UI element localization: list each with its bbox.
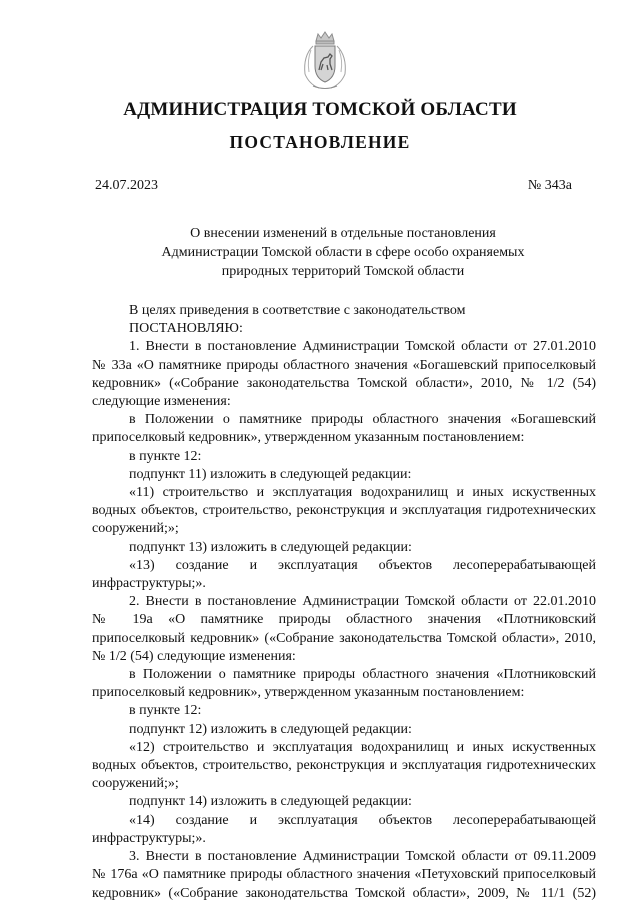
body-line: «13) создание и эксплуатация объектов лесоперерабатывающей xyxy=(129,557,596,573)
body-line: инфраструктуры;». xyxy=(92,576,206,592)
body-line: 3. Внести в постановление Администрации Томской области от 09.11.2009 xyxy=(129,849,596,865)
subject-line: природных территорий Томской области xyxy=(221,264,465,279)
body-line: «12) строительство и эксплуатация водохранилищ и иных искуственных xyxy=(129,739,596,755)
document-type: ПОСТАНОВЛЕНИЕ xyxy=(229,132,411,152)
body-line: подпункт 13) изложить в следующей редакции: xyxy=(129,539,412,555)
body-line: подпункт 12) изложить в следующей редакции: xyxy=(129,721,412,737)
body-line: в пункте 12: xyxy=(129,448,202,464)
subject-line: О внесении изменений в отдельные постановления xyxy=(190,226,496,241)
body-line: припоселковый кедровник», утвержденном указанным постановлением: xyxy=(92,685,525,701)
document-subject xyxy=(120,224,566,281)
body-line: в пункте 12: xyxy=(129,703,202,719)
body-line: водных объектов, строительство, реконструкция и эксплуатация гидротехнических xyxy=(92,503,596,519)
document-body xyxy=(92,302,596,903)
body-line: ПОСТАНОВЛЯЮ: xyxy=(129,321,243,337)
body-line: следующие изменения: xyxy=(92,394,231,410)
body-line: № 1/2 (54) следующие изменения: xyxy=(92,648,296,664)
body-line: № 176а «О памятнике природы областного значения «Петуховский припоселковый xyxy=(92,867,596,883)
body-line: кедровник» («Собрание законодательства Томской области», 2010, № 1/2 (54) xyxy=(92,375,596,391)
document-date: 24.07.2023 xyxy=(95,178,158,193)
body-line: № 19а «О памятнике природы областного значения «Плотниковский xyxy=(92,612,596,628)
body-line: водных объектов, строительство, реконструкция и эксплуатация гидротехнических xyxy=(92,758,596,774)
body-line: В целях приведения в соответствие с законодательством xyxy=(129,303,466,318)
body-line: 2. Внести в постановление Администрации Томской области от 22.01.2010 xyxy=(129,594,596,610)
body-line: «14) создание и эксплуатация объектов лесоперерабатывающей xyxy=(129,812,596,828)
body-line: сооружений;»; xyxy=(92,776,179,792)
body-line: припоселковый кедровник» («Собрание законодательства Томской области», 2010, xyxy=(92,630,596,646)
body-line: в Положении о памятнике природы областного значения «Плотниковский xyxy=(129,667,596,683)
body-line: в Положении о памятнике природы областного значения «Богашевский xyxy=(129,412,596,428)
body-line: подпункт 11) изложить в следующей редакции: xyxy=(129,466,412,482)
organization-title: АДМИНИСТРАЦИЯ ТОМСКОЙ ОБЛАСТИ xyxy=(123,99,517,120)
body-line: «11) строительство и эксплуатация водохранилищ и иных искуственных xyxy=(129,485,596,501)
body-line: № 33а «О памятнике природы областного значения «Богашевский припоселковый xyxy=(92,357,596,373)
tomsk-region-coat-of-arms-icon xyxy=(299,30,351,92)
body-line: припоселковый кедровник», утвержденном указанным постановлением: xyxy=(92,430,525,446)
body-line: сооружений;»; xyxy=(92,521,179,537)
body-line: инфраструктуры;». xyxy=(92,830,206,846)
body-line: подпункт 14) изложить в следующей редакции: xyxy=(129,794,412,810)
document-number: № 343а xyxy=(527,178,572,193)
body-line: кедровник» («Собрание законодательства Томской области», 2009, № 11/1 (52) xyxy=(92,885,596,901)
subject-line: Администрации Томской области в сфере особо охраняемых xyxy=(161,245,525,260)
body-line: 1. Внести в постановление Администрации Томской области от 27.01.2010 xyxy=(129,339,596,355)
